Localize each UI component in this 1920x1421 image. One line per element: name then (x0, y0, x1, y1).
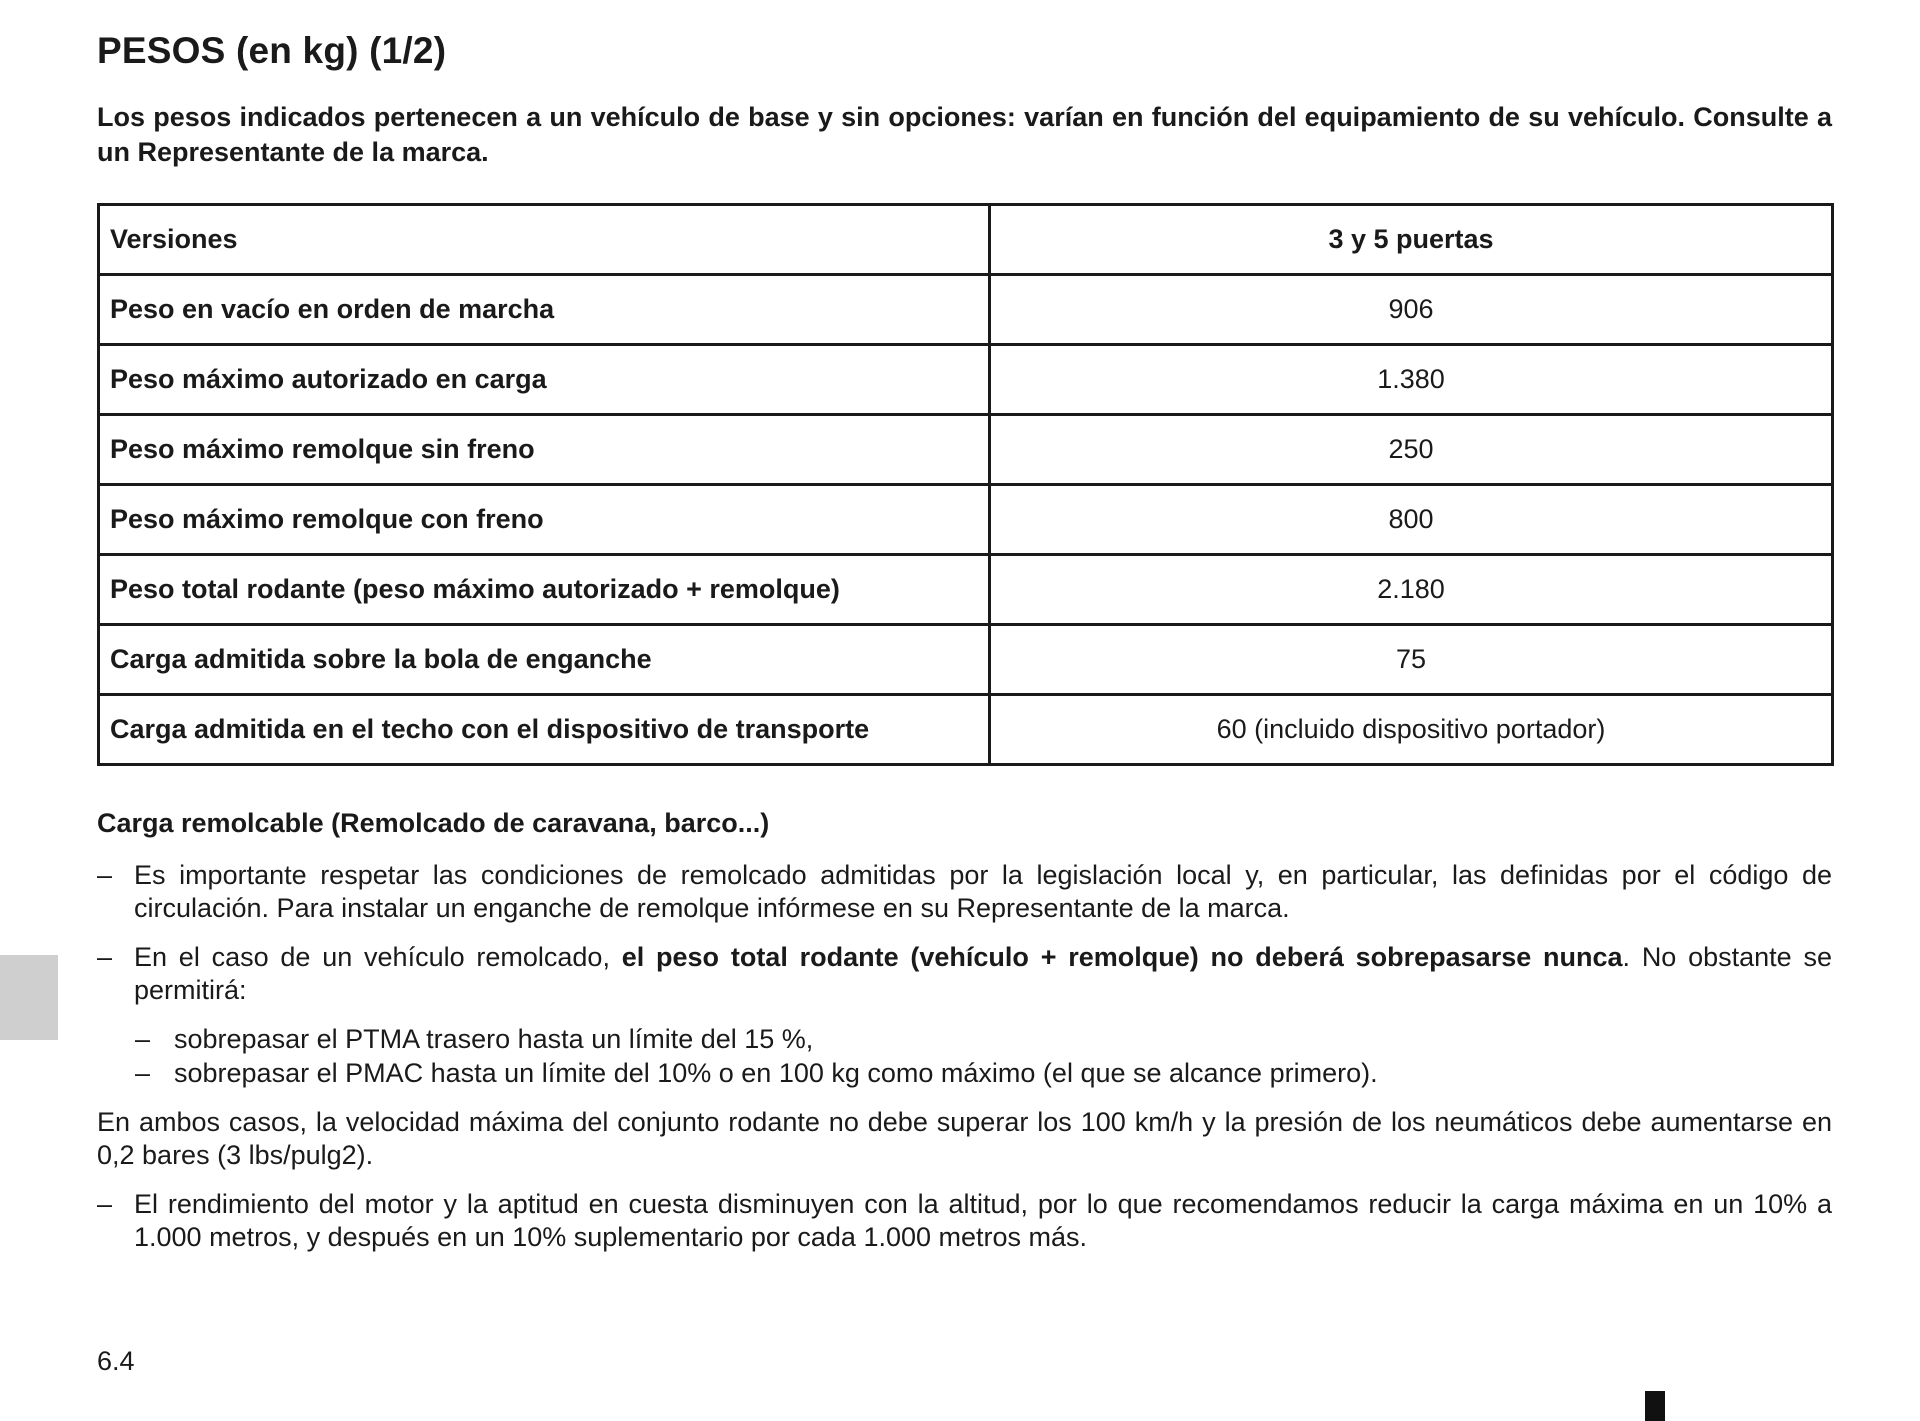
dash-bullet: – (97, 1189, 113, 1219)
row-label: Peso máximo autorizado en carga (99, 345, 990, 415)
item-text: Es importante respetar las condiciones de remolcado admitidas por la legislación local y, en particular, las definidas por el código de circulación. Para instalar un enganche de remolque infórmese en su Representante de la marca. (134, 860, 1832, 923)
table-row (99, 275, 1833, 345)
dash-bullet: – (97, 942, 113, 972)
corner-print-mark (1645, 1391, 1665, 1421)
table-row (99, 415, 1833, 485)
item-text-end: . No obstante se permitirá: (134, 942, 1832, 1005)
towing-heading: Carga remolcable (Remolcado de caravana, barco...) (97, 808, 770, 838)
row-value: 800 (990, 485, 1833, 555)
weights-table (97, 203, 1834, 766)
towing-item-total-weight (97, 941, 1832, 1007)
page-title: PESOS (en kg) (1/2) (97, 30, 447, 71)
table-header-row (99, 205, 1833, 275)
row-value: 250 (990, 415, 1833, 485)
header-value: 3 y 5 puertas (990, 205, 1833, 275)
towing-subitem-pmac (135, 1057, 1832, 1090)
subitem-text: sobrepasar el PTMA trasero hasta un límite del 15 %, (174, 1024, 814, 1054)
table-row (99, 625, 1833, 695)
table-row (99, 555, 1833, 625)
towing-item-legislation (97, 859, 1832, 925)
row-value: 1.380 (990, 345, 1833, 415)
item-text: El rendimiento del motor y la aptitud en cuesta disminuyen con la altitud, por lo que recomendamos reducir la carga máxima en un 10% a 1.000 metros, y después en un 10% suplementario por cada 1.000 metros más. (134, 1189, 1832, 1252)
table-row (99, 345, 1833, 415)
intro-paragraph: Los pesos indicados pertenecen a un vehículo de base y sin opciones: varían en función del equipamiento de su vehículo. Consulte a un Representante de la marca. (97, 102, 1832, 167)
row-label: Peso total rodante (peso máximo autorizado + remolque) (99, 555, 990, 625)
row-label: Peso máximo remolque sin freno (99, 415, 990, 485)
row-value: 75 (990, 625, 1833, 695)
table-row (99, 485, 1833, 555)
speed-pressure-paragraph: En ambos casos, la velocidad máxima del conjunto rodante no debe superar los 100 km/h y la presión de los neumáticos debe aumentarse en 0,2 bares (3 lbs/pulg2). (97, 1107, 1832, 1170)
row-label: Peso en vacío en orden de marcha (99, 275, 990, 345)
dash-bullet: – (97, 860, 113, 890)
row-label: Peso máximo remolque con freno (99, 485, 990, 555)
chapter-tab-marker (0, 955, 58, 1040)
row-value: 906 (990, 275, 1833, 345)
page-number: 6.4 (97, 1346, 135, 1376)
header-label: Versiones (99, 205, 990, 275)
subitem-text: sobrepasar el PMAC hasta un límite del 10% o en 100 kg como máximo (el que se alcance primero). (174, 1058, 1378, 1088)
item-text (134, 941, 1832, 1007)
row-value: 60 (incluido dispositivo portador) (990, 695, 1833, 765)
towing-item-altitude (97, 1188, 1832, 1254)
row-label: Carga admitida en el techo con el dispositivo de transporte (99, 695, 990, 765)
dash-bullet: – (135, 1024, 151, 1054)
towing-subitem-ptma (135, 1023, 1832, 1056)
item-text-emphasis: el peso total rodante (vehículo + remolque) no deberá sobrepasarse nunca (621, 942, 1623, 972)
row-label: Carga admitida sobre la bola de enganche (99, 625, 990, 695)
item-text-start: En el caso de un vehículo remolcado, (134, 942, 622, 972)
table-row (99, 695, 1833, 765)
dash-bullet: – (135, 1058, 151, 1088)
row-value: 2.180 (990, 555, 1833, 625)
